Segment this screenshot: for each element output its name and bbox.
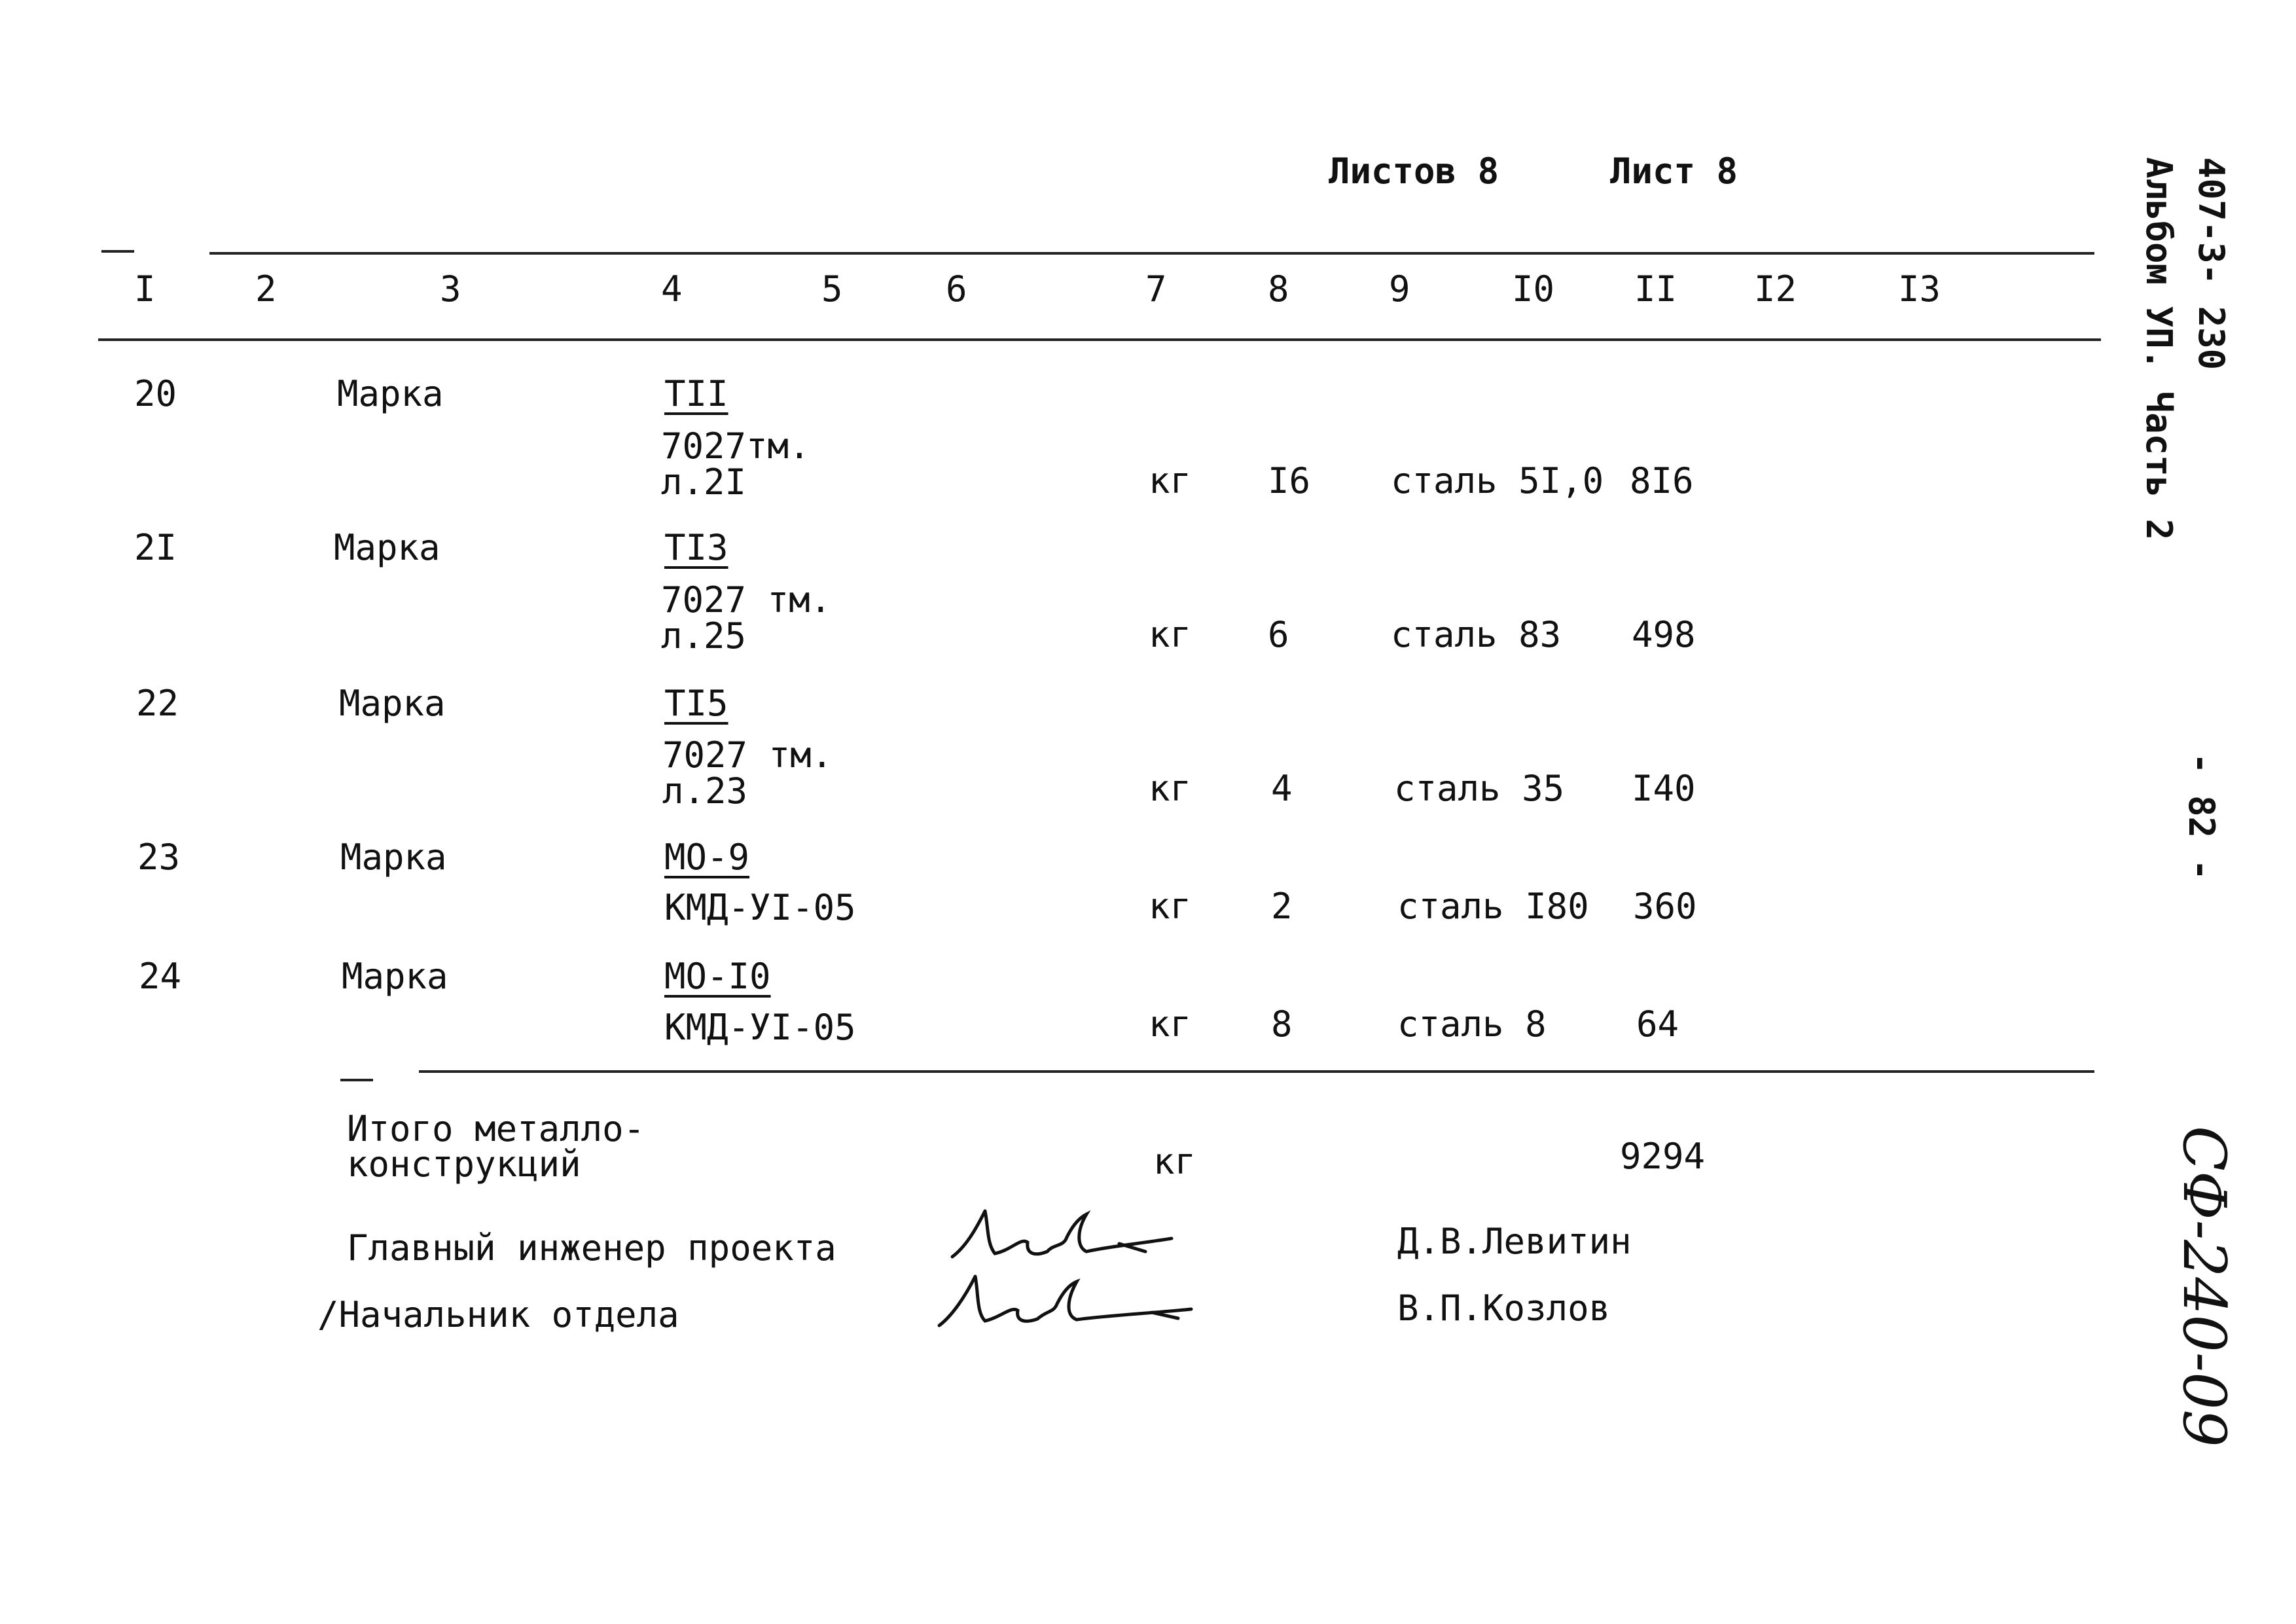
row-number: 23 (137, 837, 181, 878)
row-name: Марка (337, 373, 444, 414)
row-number: 2I (134, 527, 177, 568)
rule-body-bottom-short (340, 1079, 373, 1081)
row-material: сталь I80 (1397, 886, 1589, 927)
row-name: Марка (339, 683, 446, 724)
row-name: Марка (334, 527, 440, 568)
rule-top (209, 252, 2094, 255)
row-mark: TI5 (664, 683, 728, 724)
row-qty: 8 (1271, 1003, 1293, 1045)
row-ref: 7027 тм. (662, 734, 833, 776)
page-number: - 82 - (2181, 753, 2222, 881)
column-header: I2 (1754, 268, 1797, 310)
total-label-line2: конструкций (347, 1144, 581, 1185)
row-ref: КМД-УI-05 (664, 1007, 856, 1048)
row-mark: МО-9 (664, 837, 750, 878)
row-total: 360 (1633, 886, 1697, 927)
signature-name: В.П.Козлов (1397, 1288, 1611, 1329)
row-unit: кг (1149, 768, 1192, 809)
column-header: 9 (1389, 268, 1410, 310)
signature-scribble (949, 1191, 1191, 1270)
row-name: Марка (340, 837, 447, 878)
row-total: 64 (1636, 1003, 1679, 1045)
row-name: Марка (342, 956, 448, 997)
row-total: I40 (1632, 768, 1696, 809)
archive-code: СФ-240-09 (2170, 1126, 2238, 1447)
row-number: 22 (136, 683, 179, 724)
row-unit: кг (1149, 1003, 1192, 1045)
row-unit: кг (1149, 614, 1192, 655)
signature-scribble (936, 1263, 1211, 1335)
row-qty: 2 (1271, 886, 1293, 927)
column-header: 5 (821, 268, 843, 310)
column-header: 4 (661, 268, 683, 310)
album-label: Альбом УП. Часть 2 (2138, 157, 2179, 541)
rule-header-bottom (98, 338, 2101, 341)
row-ref: 7027 тм. (661, 579, 832, 621)
rule-top-short (101, 250, 134, 253)
row-mark: TII (664, 373, 728, 414)
row-ref-sheet: л.23 (662, 770, 748, 812)
row-unit: кг (1149, 886, 1192, 927)
row-ref: 7027тм. (661, 425, 810, 467)
column-header: 7 (1145, 268, 1167, 310)
row-material: сталь 5I,0 (1391, 460, 1604, 501)
total-unit: кг (1153, 1141, 1196, 1182)
sheets-total: Листов 8 (1329, 151, 1499, 192)
row-number: 24 (139, 956, 182, 997)
row-ref-sheet: л.2I (661, 461, 747, 503)
column-header: II (1634, 268, 1677, 310)
column-header: I (134, 268, 156, 310)
row-qty: 6 (1268, 614, 1289, 655)
row-mark: TI3 (664, 527, 728, 568)
row-ref-sheet: л.25 (661, 615, 747, 657)
total-value: 9294 (1620, 1136, 1706, 1177)
column-header: 6 (946, 268, 967, 310)
row-material: сталь 8 (1397, 1003, 1547, 1045)
row-qty: I6 (1268, 460, 1311, 501)
column-header: 3 (440, 268, 461, 310)
row-material: сталь 83 (1391, 614, 1562, 655)
signature-role: Главный инженер проекта (347, 1227, 836, 1269)
signature-name: Д.В.Левитин (1397, 1221, 1632, 1262)
signature-role: /Начальник отдела (317, 1294, 679, 1335)
row-total: 8I6 (1630, 460, 1694, 501)
column-header: I3 (1898, 268, 1941, 310)
column-header: 2 (255, 268, 277, 310)
row-number: 20 (134, 373, 177, 414)
row-total: 498 (1632, 614, 1696, 655)
row-qty: 4 (1271, 768, 1293, 809)
row-mark: МО-I0 (664, 956, 771, 997)
sheet-number: Лист 8 (1610, 151, 1738, 192)
row-material: сталь 35 (1394, 768, 1565, 809)
total-label-line1: Итого металло- (347, 1108, 645, 1149)
row-ref: КМД-УI-05 (664, 887, 856, 928)
column-header: 8 (1268, 268, 1289, 310)
row-unit: кг (1149, 460, 1192, 501)
column-header: I0 (1512, 268, 1555, 310)
series-code: 407-3- 230 (2191, 157, 2232, 370)
rule-body-bottom (419, 1070, 2094, 1073)
